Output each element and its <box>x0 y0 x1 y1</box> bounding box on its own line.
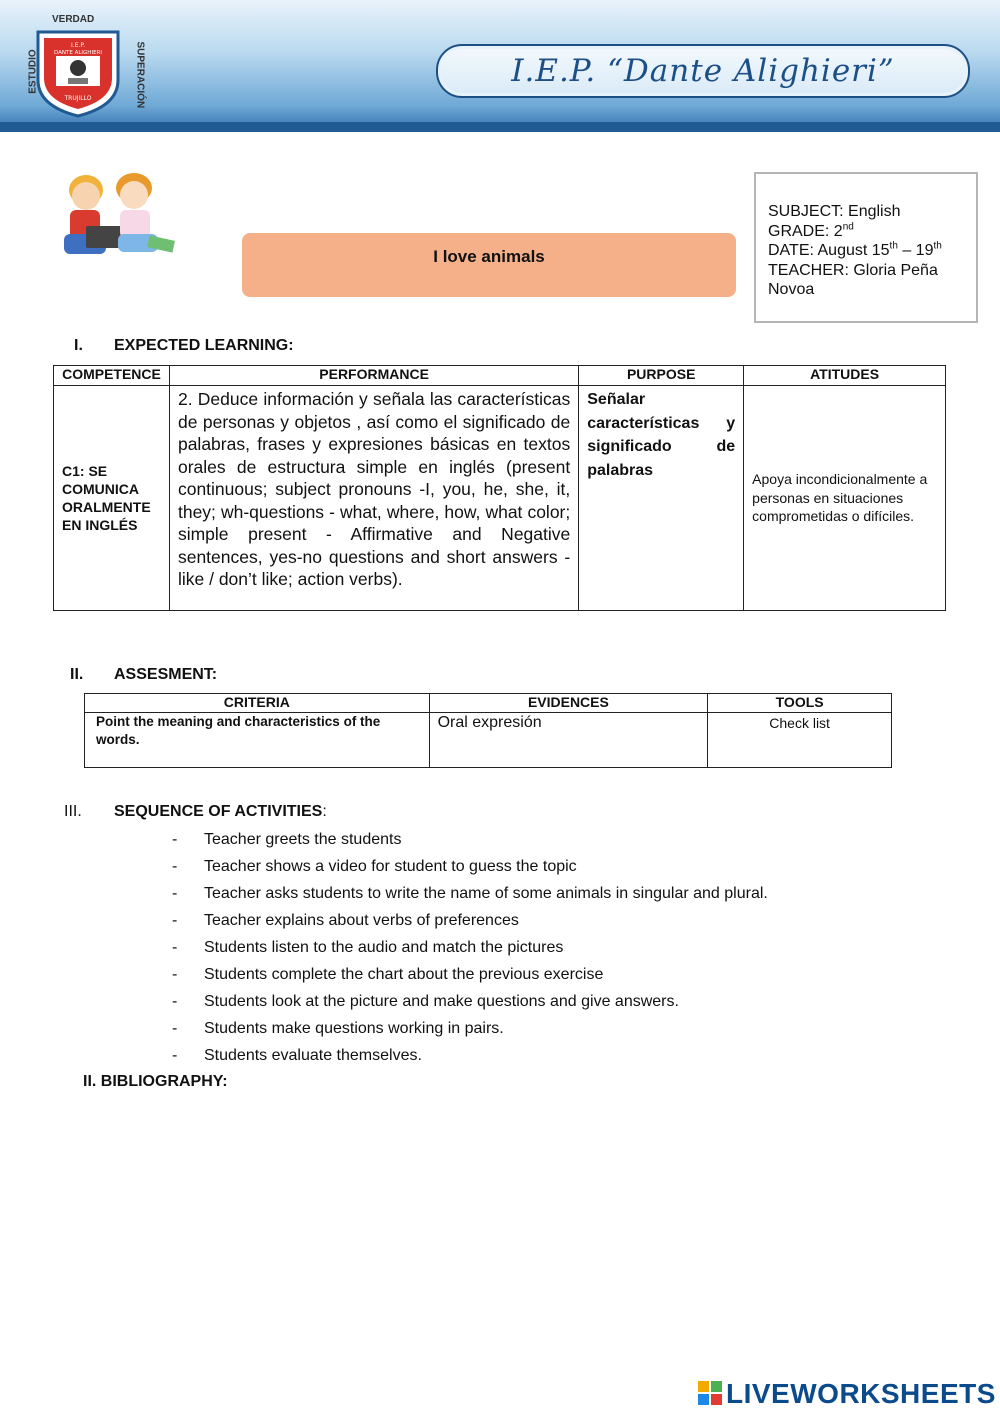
header-criteria: CRITERIA <box>85 694 430 713</box>
list-item: - Teacher explains about verbs of preferences <box>172 912 519 929</box>
teacher-line: TEACHER: Gloria Peña Novoa <box>768 261 938 298</box>
list-item: - Students listen to the audio and match the pictures <box>172 939 564 956</box>
section1-number: I. <box>74 337 83 354</box>
section3-colon: : <box>322 803 327 820</box>
table-row <box>54 386 946 611</box>
section2-number: II. <box>70 666 84 683</box>
header-performance: PERFORMANCE <box>169 366 578 386</box>
performance-cell: 2. Deduce información y señala las características de personas y objetos , así como el significado de palabras, frases y expresiones básicas en textos orales de estructura simple en inglés (present continuous; subject pronouns -I, you, he, she, it, they; wh-questions - what, where, how, what color; simple present - Affirmative and Negative sentences, yes-no questions and short answers - like / don’t like; action verbs). <box>169 386 578 611</box>
school-name: I.E.P. “Dante Alighieri” <box>511 53 895 89</box>
list-item: - Teacher shows a video for student to guess the topic <box>172 858 577 875</box>
competence-cell: C1: SE COMUNICA ORALMENTE EN INGLÉS <box>54 386 170 611</box>
liveworksheets-brand[interactable]: LIVEWORKSHEETS <box>726 1378 996 1409</box>
kids-laptop-illustration-icon <box>52 168 180 262</box>
list-item: - Students make questions working in pairs. <box>172 1020 504 1037</box>
list-item: - Teacher greets the students <box>172 831 402 848</box>
section3-number: III. <box>64 803 82 820</box>
list-item: - Teacher asks students to write the name of some animals in singular and plural. <box>172 885 768 902</box>
table-row <box>85 713 892 768</box>
date-line: DATE: August 15th – 19th <box>768 240 942 259</box>
criteria-cell: Point the meaning and characteristics of the words. <box>85 713 430 768</box>
lesson-info-box <box>754 172 978 323</box>
subject-line: SUBJECT: English <box>768 203 901 220</box>
list-item: - Students complete the chart about the previous exercise <box>172 966 604 983</box>
liveworksheets-logo-icon <box>698 1381 722 1405</box>
school-name-banner <box>436 44 970 98</box>
tools-cell: Check list <box>708 713 892 768</box>
crest-left-text: ESTUDIO <box>27 49 39 94</box>
assessment-table <box>84 693 892 768</box>
list-item: - Students evaluate themselves. <box>172 1047 422 1064</box>
expected-learning-table <box>53 365 946 611</box>
crest-top-text: VERDAD <box>52 14 95 25</box>
header-tools: TOOLS <box>708 694 892 713</box>
table-header-row <box>85 694 892 713</box>
header-purpose: PURPOSE <box>579 366 744 386</box>
header-evidences: EVIDENCES <box>429 694 708 713</box>
section3-title: SEQUENCE OF ACTIVITIES <box>114 803 323 820</box>
evidences-cell: Oral expresión <box>429 713 708 768</box>
header-competence: COMPETENCE <box>54 366 170 386</box>
section3-heading <box>114 803 327 821</box>
list-item: - Students look at the picture and make questions and give answers. <box>172 993 679 1010</box>
crest-right-text: SUPERACIÓN <box>134 41 146 109</box>
crest-line2: DANTE ALIGHIERI <box>54 50 102 56</box>
activities-list <box>172 827 768 1070</box>
lesson-title: I love animals <box>242 233 736 297</box>
school-crest-icon <box>32 28 124 118</box>
crest-line1: I.E.P. <box>71 42 85 49</box>
section1-title: EXPECTED LEARNING: <box>114 337 294 354</box>
section2-title: ASSESMENT: <box>114 666 218 683</box>
purpose-cell: Señalar características y significado de palabras <box>579 386 744 611</box>
table-header-row <box>54 366 946 386</box>
attitudes-cell: Apoya incondicionalmente a personas en situaciones comprometidas o difíciles. <box>744 386 946 611</box>
header-band <box>0 122 1000 132</box>
bibliography-title: II. BIBLIOGRAPHY: <box>83 1073 228 1090</box>
header-attitudes: ATITUDES <box>744 366 946 386</box>
crest-bottom: TRUJILLO <box>64 95 92 102</box>
grade-line: GRADE: 2nd <box>768 221 854 240</box>
